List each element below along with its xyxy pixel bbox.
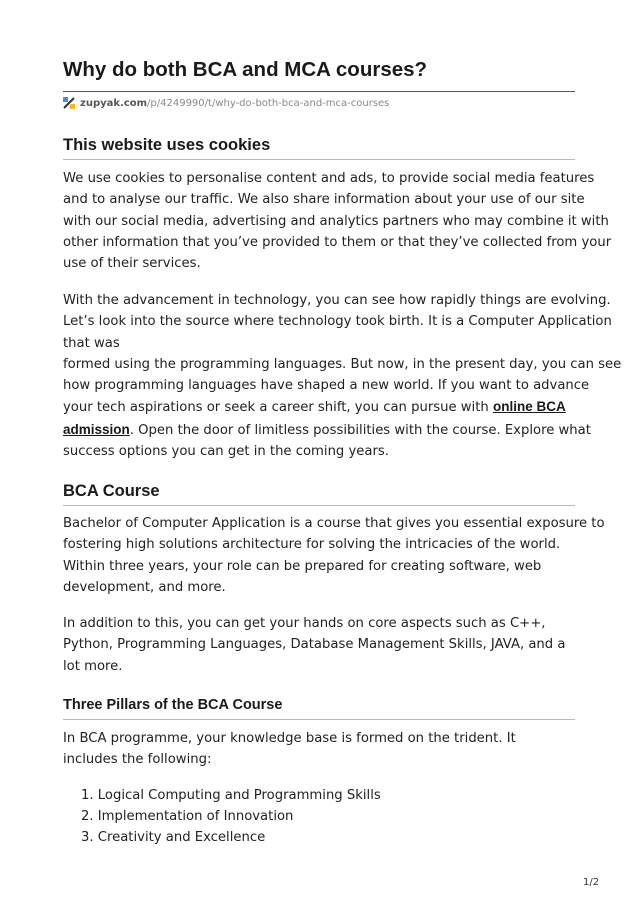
source-link[interactable] xyxy=(63,95,389,111)
cookies-heading: This website uses cookies xyxy=(63,136,271,154)
bca-course-heading: BCA Course xyxy=(63,482,160,500)
pillars-list xyxy=(81,785,381,849)
text-line: other information that you’ve provided to them or that they’ve collected from your xyxy=(63,234,612,250)
bca-paragraph-2 xyxy=(63,613,575,677)
list-item: 3. Creativity and Excellence xyxy=(81,830,266,846)
text-line: that was xyxy=(63,335,120,351)
text-line: use of their services. xyxy=(63,256,201,272)
source-path[interactable]: /p/4249990/t/why-do-both-bca-and-mca-courses xyxy=(147,97,390,109)
three-pillars-heading: Three Pillars of the BCA Course xyxy=(63,697,283,713)
list-item: 1. Logical Computing and Programming Skills xyxy=(81,788,381,803)
text-line: In addition to this, you can get your hands on core aspects such as C++, xyxy=(63,616,546,631)
bca-divider xyxy=(63,505,575,506)
cookies-divider xyxy=(63,159,575,160)
text-line: how programming languages have shaped a new world. If you want to advance xyxy=(63,378,590,394)
text-line: Python, Programming Languages, Database Management Skills, JAVA, and a xyxy=(63,637,566,653)
source-domain[interactable]: zupyak.com xyxy=(80,97,148,109)
text-line xyxy=(63,396,575,418)
pillars-intro xyxy=(63,728,575,771)
title-divider xyxy=(63,91,575,92)
pillars-divider xyxy=(63,719,575,720)
text-line: development, and more. xyxy=(63,579,226,595)
online-bca-admission-link-cont[interactable]: admission xyxy=(63,421,130,437)
intro-paragraph xyxy=(63,290,622,462)
text-line: Within three years, your role can be prepared for creating software, web xyxy=(63,558,542,574)
cookies-paragraph xyxy=(63,168,612,274)
text-line: We use cookies to personalise content and ads, to provide social media features xyxy=(63,171,595,186)
text-line xyxy=(63,419,591,441)
text-fragment: . Open the door of limitless possibilities with the course. Explore what xyxy=(129,422,591,438)
text-line: With the advancement in technology, you can see how rapidly things are evolving. xyxy=(63,293,611,308)
text-line: formed using the programming languages. But now, in the present day, you can see xyxy=(63,356,622,372)
text-line: and to analyse our traffic. We also share information about your use of our site xyxy=(63,192,585,208)
text-line: includes the following: xyxy=(63,752,212,768)
online-bca-admission-link[interactable]: online BCA xyxy=(492,399,566,415)
zupyak-logo-icon xyxy=(63,97,75,109)
text-line: In BCA programme, your knowledge base is formed on the trident. It xyxy=(63,731,516,746)
page-number: 1/2 xyxy=(583,877,600,888)
list-item: 2. Implementation of Innovation xyxy=(81,809,294,825)
bca-paragraph-1 xyxy=(63,513,605,598)
text-line: lot more. xyxy=(63,658,123,674)
text-line: Let’s look into the source where technology took birth. It is a Computer Application xyxy=(63,314,612,330)
text-fragment: your tech aspirations or seek a career shift, you can pursue with xyxy=(63,400,493,416)
text-line: fostering high solutions architecture for solving the intricacies of the world. xyxy=(63,537,561,553)
text-line: with our social media, advertising and analytics partners who may combine it with xyxy=(63,213,609,229)
page-title: Why do both BCA and MCA courses? xyxy=(63,58,428,81)
text-line: success options you can get in the coming years. xyxy=(63,444,389,460)
text-line: Bachelor of Computer Application is a course that gives you essential exposure to xyxy=(63,516,605,531)
